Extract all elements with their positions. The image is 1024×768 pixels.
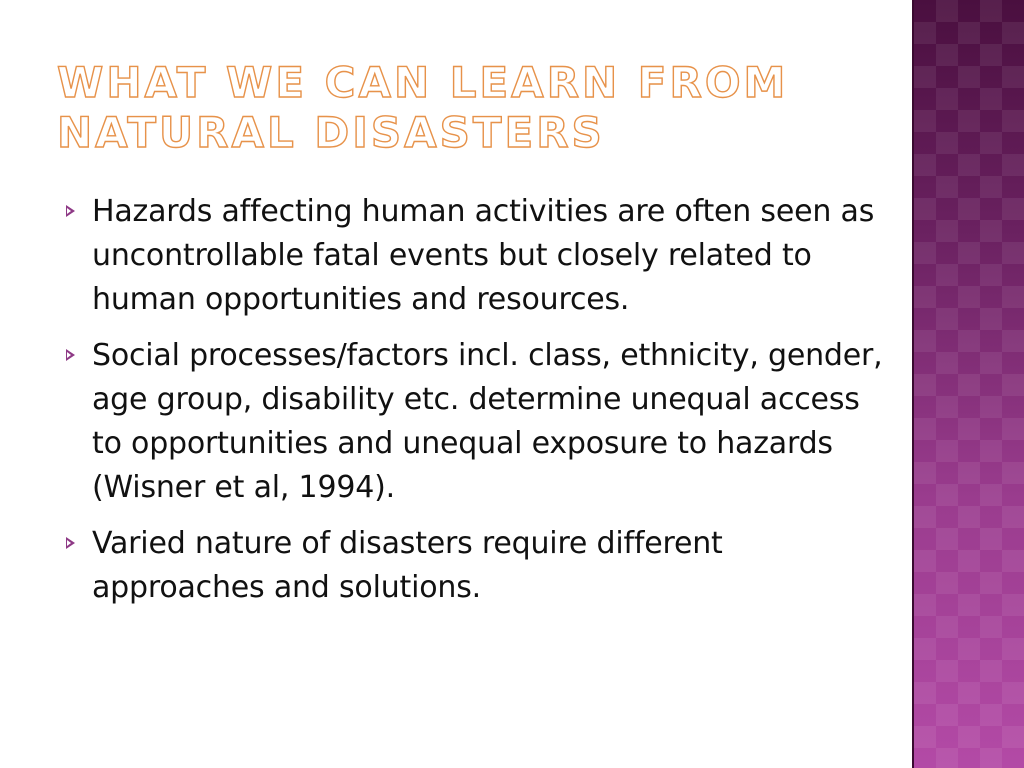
arrow-right-icon <box>66 349 75 361</box>
bullet-text: Social processes/factors incl. class, ethnicity, gender, age group, disability etc. determine unequal access to opportunities and unequal exposure to hazards (Wisner et al, 1994). <box>92 338 883 505</box>
bullet-item <box>60 190 890 322</box>
arrow-right-icon <box>66 537 75 549</box>
side-band-pattern <box>914 0 1024 768</box>
slide-title-line-1: WHAT WE CAN LEARN FROM <box>57 58 789 107</box>
bullet-item <box>60 334 890 510</box>
bullet-list <box>60 190 890 622</box>
slide-title <box>57 58 897 158</box>
arrow-right-icon <box>66 205 75 217</box>
decorative-side-band <box>912 0 1024 768</box>
bullet-text: Hazards affecting human activities are often seen as uncontrollable fatal events but closely related to human opportunities and resources. <box>92 194 875 317</box>
bullet-text: Varied nature of disasters require different approaches and solutions. <box>92 526 723 605</box>
slide-title-line-2: NATURAL DISASTERS <box>57 108 605 157</box>
bullet-item <box>60 522 890 610</box>
